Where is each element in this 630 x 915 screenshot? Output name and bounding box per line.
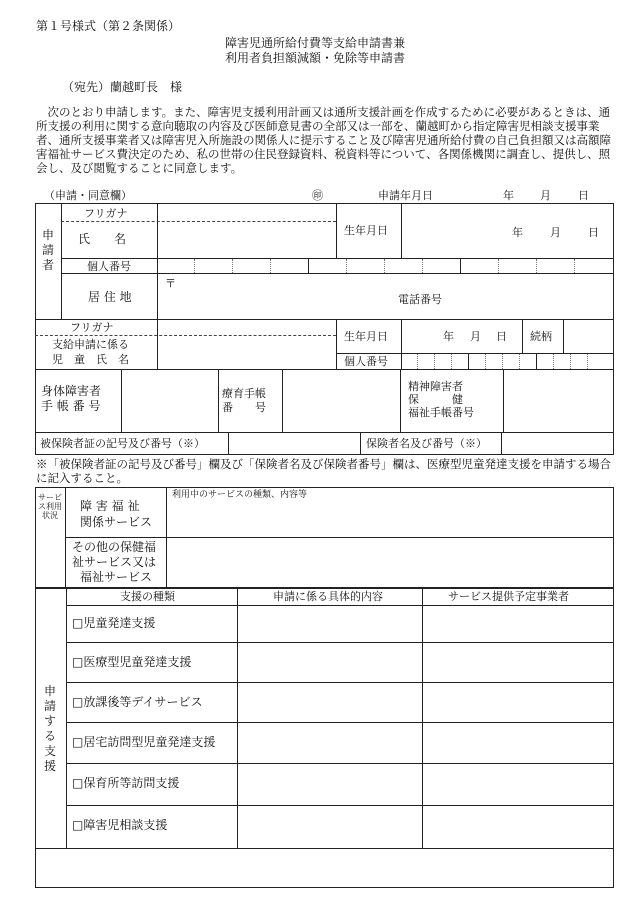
application-month: 月 [540,189,551,202]
applicant-birthdate-label: 生年月日 [344,224,388,237]
child-personal-number-label: 個人番号 [344,355,388,368]
mental-handbook-label-line2: 保 健 [408,393,463,406]
form-title-line1: 障害児通所給付費等支給申請書兼 [224,36,405,50]
postal-mark: 〒 [165,277,176,290]
applicant-birth-day: 日 [588,226,599,239]
child-furigana-label: フリガナ [70,321,114,334]
welfare-service-hint: 利用中のサービスの種類、内容等 [172,490,308,500]
insured-number-label: 被保険者証の記号及び番号（※） [40,437,205,450]
addressee: （宛先）蘭越町長 様 [62,80,183,94]
application-year: 年 [503,189,514,202]
child-birth-day: 日 [496,330,507,343]
mental-handbook-label-line1: 精神障害者 [408,380,463,393]
child-name-label-line2: 児 童 氏 名 [52,353,129,366]
support-row-child-development[interactable]: □児童発達支援 [72,616,156,630]
applicant-address-label: 居 住 地 [88,290,132,304]
support-section-label: 申請する支援 [43,684,56,773]
intro-paragraph: 次のとおり申請します。また、障害児支援利用計画又は通所支援計画を作成するために必要があるときは、通所支援の利用に関する意向聴取の内容及び医師意見書の全部又は一部を、蘭越町から指定障害児相談支援事業者、通所支援事業者又は障害児入所施設の関係人に提示すること及び障害児通所給付費の自己負担額又は高額障害福祉サービス費決定のため、私の世帯の住民登録資料、税資料等について、各関係機関に調査し、提供し、照会し、及び閲覧することに同意します。 [36,105,611,175]
child-birthdate-label: 生年月日 [344,330,388,343]
insurance-note: ※「被保険者証の記号及び番号」欄及び「保険者名及び保険者番号」欄は、医療型児童発達支援を申請する場合に記入すること。 [36,457,611,485]
form-title-line2: 利用者負担額減額・免除等申請書 [224,51,405,65]
support-row-consultation[interactable]: □障害児相談支援 [72,818,168,832]
other-service-label-line1: その他の保健福 [72,540,157,554]
applicant-birth-year: 年 [512,226,523,239]
support-column-type: 支援の種類 [120,590,175,603]
applicant-furigana-label: フリガナ [84,207,128,220]
seal-mark: ㊞ [312,189,323,202]
support-row-nursery-visit[interactable]: □保育所等訪問支援 [72,776,180,790]
child-name-label-line1: 支給申請に係る [52,338,129,351]
applicant-name-field[interactable] [170,230,330,246]
mental-handbook-label-line3: 福祉手帳番号 [408,406,474,419]
child-birth-month: 月 [470,330,481,343]
other-service-label-line2: 祉サービス又は [72,555,157,569]
support-column-provider: サービス提供予定事業者 [448,590,569,603]
ryoiku-handbook-label-line2: 番 号 [222,401,266,414]
application-day: 日 [578,189,589,202]
service-usage-section-label: サービス利用状況 [38,493,62,520]
support-column-details: 申請に係る具体的内容 [273,590,383,603]
welfare-service-label-line1: 障 害 福 祉 [80,499,140,513]
child-birth-year: 年 [443,330,454,343]
support-row-medical-child-development[interactable]: □医療型児童発達支援 [72,655,192,669]
child-relation-label: 続柄 [530,330,552,343]
applicant-name-label: 氏 名 [78,232,127,246]
applicant-phone-label: 電話番号 [398,293,442,306]
form-number: 第１号様式（第２条関係） [36,19,181,33]
ryoiku-handbook-label-line1: 療育手帳 [222,387,266,400]
physical-handbook-label-line2: 手 帳 番 号 [41,399,101,413]
insurer-name-label: 保険者名及び番号（※） [366,437,487,450]
other-service-label-line3: 福祉サービス [80,570,153,584]
application-date-label: 申請年月日 [378,189,433,202]
applicant-personal-number-label: 個人番号 [87,260,131,273]
applicant-birth-month: 月 [550,226,561,239]
consent-label: （申請・同意欄） [44,189,132,202]
support-row-after-school-day-service[interactable]: □放課後等デイサービス [72,695,203,709]
welfare-service-label-line2: 関係サービス [80,515,153,529]
support-row-home-visit-child-development[interactable]: □居宅訪問型児童発達支援 [72,735,216,749]
applicant-section-label: 申請者 [41,228,54,272]
physical-handbook-label-line1: 身体障害者 [41,384,102,398]
